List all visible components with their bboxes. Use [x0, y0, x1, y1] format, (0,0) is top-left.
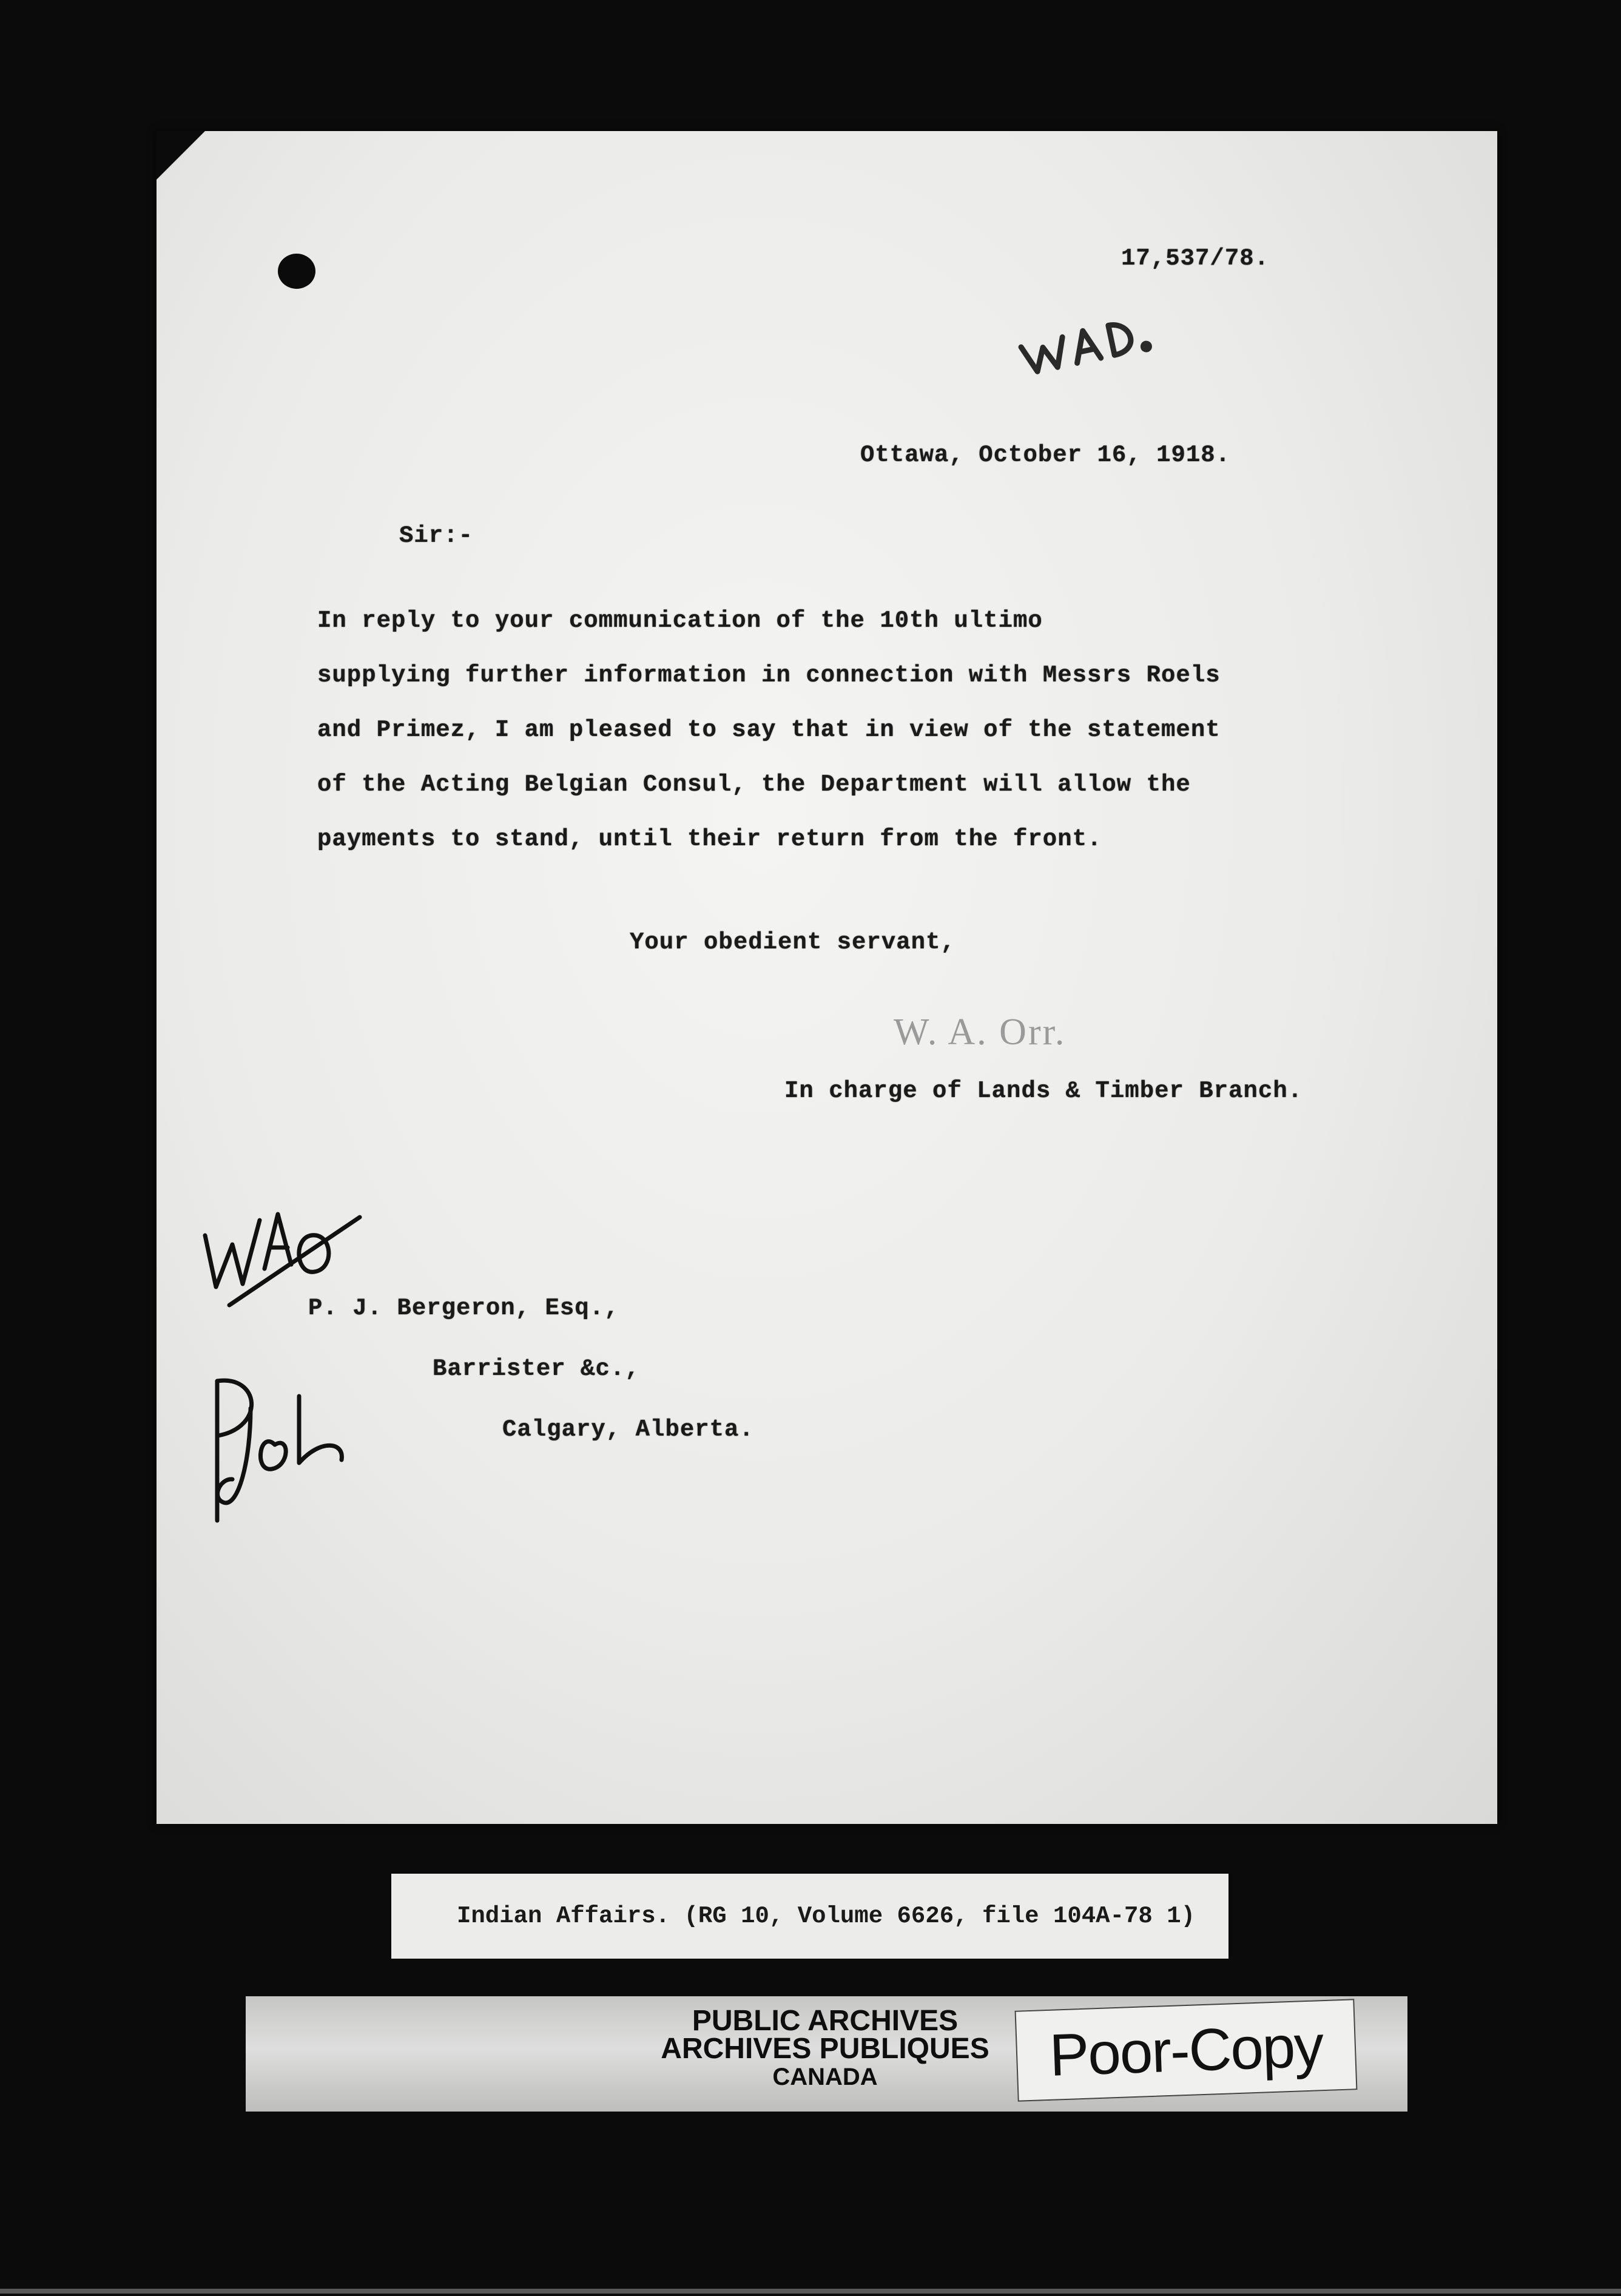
quality-note: Poor-Copy [1015, 1999, 1358, 2101]
archive-stamp-french: ARCHIVES PUBLIQUES [661, 2033, 989, 2065]
signature-stamp: W. A. Orr. [894, 1011, 1067, 1053]
signature-title: In charge of Lands & Timber Branch. [784, 1078, 1303, 1104]
archive-stamp-country: CANADA [772, 2064, 878, 2090]
archive-reference: Indian Affairs. (RG 10, Volume 6626, file 104A-78 1) [457, 1903, 1195, 1930]
addressee-name: P. J. Bergeron, Esq., [308, 1295, 619, 1322]
closing: Your obedient servant, [630, 929, 955, 956]
body-line-1: In reply to your communication of the 10th ultimo [317, 607, 1043, 634]
letter-date: Ottawa, October 16, 1918. [860, 442, 1231, 468]
archive-reference-label [391, 1874, 1228, 1959]
body-line-3: and Primez, I am pleased to say that in view of the statement [317, 717, 1221, 743]
salutation: Sir:- [399, 522, 474, 549]
body-line-4: of the Acting Belgian Consul, the Department will allow the [317, 771, 1191, 798]
punch-hole [278, 254, 315, 289]
archive-strip [246, 1996, 1407, 2112]
corner-fold [157, 131, 205, 180]
archive-stamp-english: PUBLIC ARCHIVES [692, 2005, 959, 2037]
addressee-title: Barrister &c., [433, 1356, 640, 1382]
letter-sheet [157, 131, 1497, 1824]
handwritten-initials-pjb [175, 1339, 357, 1533]
stamp-initials [1009, 304, 1154, 377]
body-line-5: payments to stand, until their return from the front. [317, 826, 1102, 853]
bottom-rule [0, 2289, 1621, 2294]
file-number: 17,537/78. [1121, 245, 1270, 272]
handwritten-initials-wao [187, 1163, 369, 1314]
archive-stamp [634, 2007, 1016, 2091]
addressee-city: Calgary, Alberta. [502, 1416, 754, 1443]
body-line-2: supplying further information in connection with Messrs Roels [317, 662, 1221, 689]
